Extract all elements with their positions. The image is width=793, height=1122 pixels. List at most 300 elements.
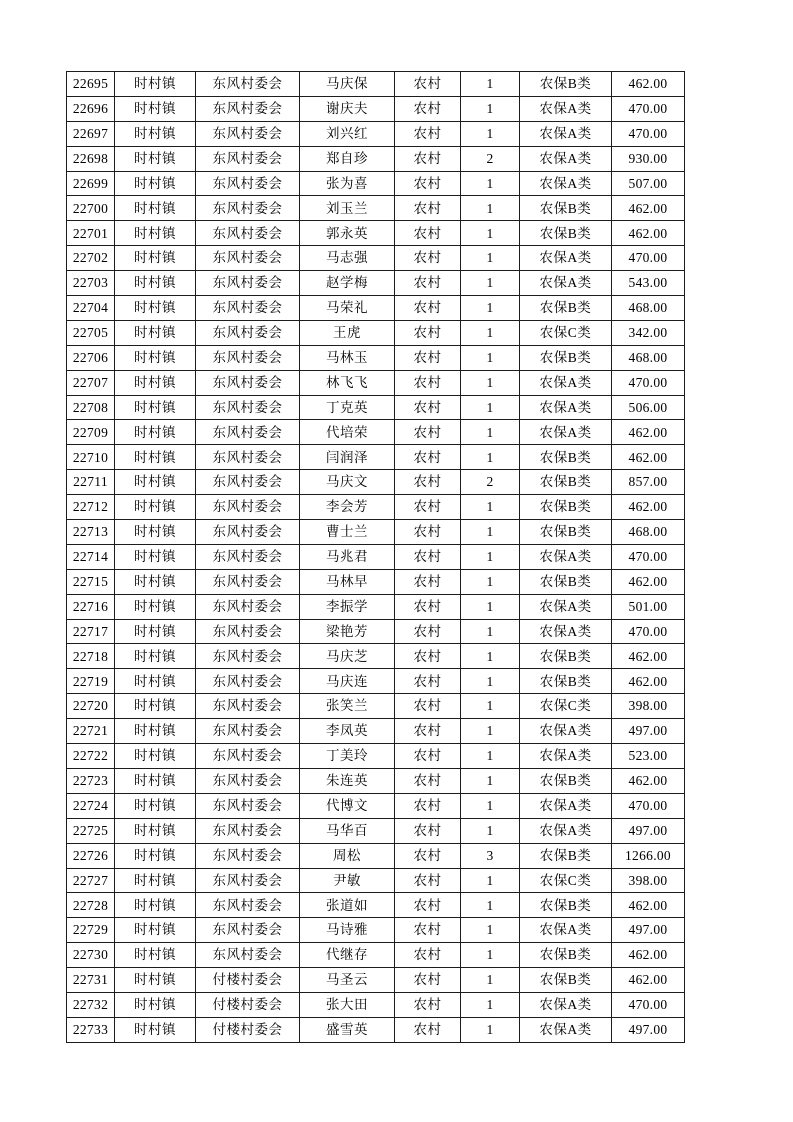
cell-amount: 470.00: [612, 544, 685, 569]
cell-village: 东风村委会: [196, 744, 300, 769]
cell-count: 1: [461, 744, 520, 769]
cell-residence: 农村: [395, 495, 461, 520]
cell-count: 2: [461, 470, 520, 495]
cell-amount: 470.00: [612, 992, 685, 1017]
cell-count: 1: [461, 719, 520, 744]
cell-amount: 470.00: [612, 121, 685, 146]
cell-count: 1: [461, 619, 520, 644]
cell-village: 东风村委会: [196, 420, 300, 445]
cell-serial: 22721: [67, 719, 115, 744]
cell-category: 农保B类: [520, 72, 612, 97]
table-row: [67, 719, 685, 744]
cell-village: 东风村委会: [196, 495, 300, 520]
cell-town: 时村镇: [115, 768, 196, 793]
cell-village: 东风村委会: [196, 918, 300, 943]
cell-person: 张大田: [300, 992, 395, 1017]
cell-residence: 农村: [395, 121, 461, 146]
cell-serial: 22703: [67, 271, 115, 296]
table-row: [67, 320, 685, 345]
cell-residence: 农村: [395, 619, 461, 644]
cell-town: 时村镇: [115, 893, 196, 918]
cell-count: 1: [461, 445, 520, 470]
cell-count: 1: [461, 1017, 520, 1042]
cell-person: 马诗雅: [300, 918, 395, 943]
cell-serial: 22720: [67, 694, 115, 719]
cell-village: 东风村委会: [196, 345, 300, 370]
cell-village: 东风村委会: [196, 370, 300, 395]
cell-count: 1: [461, 520, 520, 545]
cell-count: 1: [461, 395, 520, 420]
cell-amount: 857.00: [612, 470, 685, 495]
cell-town: 时村镇: [115, 968, 196, 993]
cell-count: 1: [461, 296, 520, 321]
cell-amount: 462.00: [612, 196, 685, 221]
cell-amount: 497.00: [612, 818, 685, 843]
cell-serial: 22701: [67, 221, 115, 246]
table-row: [67, 793, 685, 818]
cell-town: 时村镇: [115, 470, 196, 495]
cell-count: 1: [461, 943, 520, 968]
cell-amount: 470.00: [612, 246, 685, 271]
cell-person: 马华百: [300, 818, 395, 843]
cell-person: 李凤英: [300, 719, 395, 744]
cell-village: 东风村委会: [196, 395, 300, 420]
cell-amount: 543.00: [612, 271, 685, 296]
cell-person: 代博文: [300, 793, 395, 818]
cell-amount: 523.00: [612, 744, 685, 769]
cell-town: 时村镇: [115, 96, 196, 121]
cell-serial: 22716: [67, 594, 115, 619]
cell-person: 刘兴红: [300, 121, 395, 146]
table-row: [67, 221, 685, 246]
cell-town: 时村镇: [115, 719, 196, 744]
cell-amount: 342.00: [612, 320, 685, 345]
cell-person: 闫润泽: [300, 445, 395, 470]
table-row: [67, 345, 685, 370]
cell-residence: 农村: [395, 669, 461, 694]
cell-town: 时村镇: [115, 296, 196, 321]
cell-count: 1: [461, 694, 520, 719]
cell-serial: 22717: [67, 619, 115, 644]
table-row: [67, 520, 685, 545]
table-row: [67, 544, 685, 569]
cell-category: 农保A类: [520, 395, 612, 420]
cell-town: 时村镇: [115, 793, 196, 818]
cell-count: 3: [461, 843, 520, 868]
cell-amount: 462.00: [612, 768, 685, 793]
cell-person: 赵学梅: [300, 271, 395, 296]
cell-category: 农保B类: [520, 221, 612, 246]
cell-amount: 462.00: [612, 968, 685, 993]
cell-count: 1: [461, 171, 520, 196]
records-table-body: [67, 72, 685, 1043]
cell-person: 张为喜: [300, 171, 395, 196]
cell-town: 时村镇: [115, 370, 196, 395]
cell-person: 张道如: [300, 893, 395, 918]
cell-serial: 22722: [67, 744, 115, 769]
cell-village: 东风村委会: [196, 669, 300, 694]
cell-village: 东风村委会: [196, 196, 300, 221]
cell-category: 农保A类: [520, 594, 612, 619]
cell-count: 1: [461, 271, 520, 296]
cell-residence: 农村: [395, 370, 461, 395]
cell-category: 农保A类: [520, 992, 612, 1017]
cell-serial: 22710: [67, 445, 115, 470]
cell-person: 郭永英: [300, 221, 395, 246]
cell-count: 1: [461, 768, 520, 793]
cell-category: 农保C类: [520, 320, 612, 345]
table-row: [67, 918, 685, 943]
cell-village: 付楼村委会: [196, 992, 300, 1017]
cell-residence: 农村: [395, 843, 461, 868]
cell-residence: 农村: [395, 146, 461, 171]
cell-residence: 农村: [395, 918, 461, 943]
cell-person: 刘玉兰: [300, 196, 395, 221]
cell-category: 农保B类: [520, 495, 612, 520]
table-row: [67, 868, 685, 893]
cell-count: 1: [461, 569, 520, 594]
cell-category: 农保A类: [520, 121, 612, 146]
cell-village: 东风村委会: [196, 843, 300, 868]
cell-serial: 22725: [67, 818, 115, 843]
cell-village: 东风村委会: [196, 868, 300, 893]
cell-amount: 462.00: [612, 495, 685, 520]
cell-amount: 398.00: [612, 694, 685, 719]
cell-serial: 22724: [67, 793, 115, 818]
cell-category: 农保A类: [520, 793, 612, 818]
cell-town: 时村镇: [115, 246, 196, 271]
table-row: [67, 569, 685, 594]
cell-village: 东风村委会: [196, 544, 300, 569]
cell-serial: 22700: [67, 196, 115, 221]
cell-amount: 468.00: [612, 520, 685, 545]
cell-category: 农保A类: [520, 619, 612, 644]
cell-village: 东风村委会: [196, 594, 300, 619]
table-row: [67, 72, 685, 97]
cell-serial: 22715: [67, 569, 115, 594]
cell-count: 1: [461, 669, 520, 694]
table-row: [67, 893, 685, 918]
cell-serial: 22709: [67, 420, 115, 445]
table-row: [67, 246, 685, 271]
cell-town: 时村镇: [115, 320, 196, 345]
cell-town: 时村镇: [115, 146, 196, 171]
cell-residence: 农村: [395, 420, 461, 445]
cell-amount: 468.00: [612, 345, 685, 370]
cell-serial: 22698: [67, 146, 115, 171]
cell-town: 时村镇: [115, 744, 196, 769]
cell-town: 时村镇: [115, 992, 196, 1017]
cell-residence: 农村: [395, 246, 461, 271]
cell-village: 东风村委会: [196, 793, 300, 818]
cell-category: 农保B类: [520, 768, 612, 793]
cell-person: 马庆保: [300, 72, 395, 97]
cell-category: 农保B类: [520, 893, 612, 918]
cell-category: 农保A类: [520, 719, 612, 744]
table-row: [67, 420, 685, 445]
cell-count: 1: [461, 121, 520, 146]
cell-residence: 农村: [395, 719, 461, 744]
cell-serial: 22728: [67, 893, 115, 918]
cell-amount: 462.00: [612, 445, 685, 470]
cell-residence: 农村: [395, 644, 461, 669]
table-row: [67, 619, 685, 644]
table-row: [67, 694, 685, 719]
cell-town: 时村镇: [115, 520, 196, 545]
cell-person: 朱连英: [300, 768, 395, 793]
cell-serial: 22704: [67, 296, 115, 321]
cell-category: 农保A类: [520, 271, 612, 296]
cell-serial: 22712: [67, 495, 115, 520]
cell-amount: 462.00: [612, 221, 685, 246]
cell-serial: 22706: [67, 345, 115, 370]
cell-amount: 462.00: [612, 72, 685, 97]
cell-person: 尹敏: [300, 868, 395, 893]
table-row: [67, 644, 685, 669]
cell-amount: 398.00: [612, 868, 685, 893]
table-row: [67, 395, 685, 420]
cell-village: 东风村委会: [196, 943, 300, 968]
cell-village: 东风村委会: [196, 320, 300, 345]
cell-village: 东风村委会: [196, 445, 300, 470]
table-row: [67, 470, 685, 495]
cell-town: 时村镇: [115, 445, 196, 470]
cell-residence: 农村: [395, 768, 461, 793]
cell-residence: 农村: [395, 395, 461, 420]
cell-residence: 农村: [395, 744, 461, 769]
cell-person: 代培荣: [300, 420, 395, 445]
cell-serial: 22697: [67, 121, 115, 146]
cell-person: 马志强: [300, 246, 395, 271]
cell-village: 东风村委会: [196, 72, 300, 97]
cell-person: 马兆君: [300, 544, 395, 569]
cell-town: 时村镇: [115, 72, 196, 97]
cell-person: 盛雪英: [300, 1017, 395, 1042]
cell-amount: 470.00: [612, 619, 685, 644]
cell-serial: 22729: [67, 918, 115, 943]
cell-category: 农保B类: [520, 968, 612, 993]
cell-count: 1: [461, 918, 520, 943]
cell-person: 代继存: [300, 943, 395, 968]
cell-amount: 497.00: [612, 918, 685, 943]
cell-residence: 农村: [395, 793, 461, 818]
cell-count: 1: [461, 868, 520, 893]
cell-town: 时村镇: [115, 420, 196, 445]
table-row: [67, 943, 685, 968]
cell-village: 东风村委会: [196, 296, 300, 321]
cell-village: 东风村委会: [196, 818, 300, 843]
cell-category: 农保B类: [520, 569, 612, 594]
cell-category: 农保A类: [520, 420, 612, 445]
cell-residence: 农村: [395, 345, 461, 370]
cell-count: 1: [461, 420, 520, 445]
cell-category: 农保B类: [520, 445, 612, 470]
cell-category: 农保A类: [520, 370, 612, 395]
cell-village: 东风村委会: [196, 246, 300, 271]
cell-category: 农保A类: [520, 96, 612, 121]
cell-category: 农保B类: [520, 296, 612, 321]
cell-village: 付楼村委会: [196, 1017, 300, 1042]
cell-residence: 农村: [395, 520, 461, 545]
cell-count: 1: [461, 544, 520, 569]
cell-town: 时村镇: [115, 644, 196, 669]
cell-count: 1: [461, 968, 520, 993]
cell-serial: 22730: [67, 943, 115, 968]
cell-amount: 470.00: [612, 370, 685, 395]
cell-town: 时村镇: [115, 918, 196, 943]
cell-residence: 农村: [395, 296, 461, 321]
cell-serial: 22707: [67, 370, 115, 395]
cell-person: 谢庆夫: [300, 96, 395, 121]
cell-person: 李会芳: [300, 495, 395, 520]
cell-count: 1: [461, 370, 520, 395]
cell-town: 时村镇: [115, 943, 196, 968]
cell-town: 时村镇: [115, 818, 196, 843]
cell-serial: 22695: [67, 72, 115, 97]
cell-person: 张笑兰: [300, 694, 395, 719]
cell-village: 东风村委会: [196, 619, 300, 644]
cell-amount: 1266.00: [612, 843, 685, 868]
cell-town: 时村镇: [115, 694, 196, 719]
cell-category: 农保B类: [520, 345, 612, 370]
cell-category: 农保B类: [520, 520, 612, 545]
cell-category: 农保B类: [520, 470, 612, 495]
cell-village: 东风村委会: [196, 644, 300, 669]
cell-town: 时村镇: [115, 221, 196, 246]
table-row: [67, 843, 685, 868]
cell-person: 周松: [300, 843, 395, 868]
cell-amount: 468.00: [612, 296, 685, 321]
cell-serial: 22705: [67, 320, 115, 345]
cell-town: 时村镇: [115, 345, 196, 370]
cell-town: 时村镇: [115, 669, 196, 694]
cell-category: 农保B类: [520, 843, 612, 868]
cell-count: 1: [461, 96, 520, 121]
cell-village: 东风村委会: [196, 271, 300, 296]
cell-category: 农保B类: [520, 669, 612, 694]
cell-serial: 22714: [67, 544, 115, 569]
cell-serial: 22732: [67, 992, 115, 1017]
cell-count: 1: [461, 196, 520, 221]
cell-person: 马林早: [300, 569, 395, 594]
cell-serial: 22711: [67, 470, 115, 495]
cell-serial: 22708: [67, 395, 115, 420]
cell-serial: 22713: [67, 520, 115, 545]
cell-category: 农保C类: [520, 868, 612, 893]
cell-residence: 农村: [395, 868, 461, 893]
cell-count: 1: [461, 793, 520, 818]
cell-residence: 农村: [395, 96, 461, 121]
table-row: [67, 495, 685, 520]
cell-town: 时村镇: [115, 569, 196, 594]
cell-category: 农保A类: [520, 544, 612, 569]
cell-residence: 农村: [395, 569, 461, 594]
table-row: [67, 146, 685, 171]
table-row: [67, 296, 685, 321]
cell-town: 时村镇: [115, 594, 196, 619]
table-row: [67, 271, 685, 296]
cell-person: 马庆文: [300, 470, 395, 495]
cell-amount: 462.00: [612, 669, 685, 694]
cell-person: 马庆连: [300, 669, 395, 694]
cell-person: 马庆芝: [300, 644, 395, 669]
table-row: [67, 594, 685, 619]
cell-village: 付楼村委会: [196, 968, 300, 993]
cell-amount: 462.00: [612, 569, 685, 594]
cell-residence: 农村: [395, 818, 461, 843]
cell-amount: 501.00: [612, 594, 685, 619]
cell-count: 1: [461, 644, 520, 669]
cell-residence: 农村: [395, 893, 461, 918]
cell-category: 农保C类: [520, 694, 612, 719]
cell-person: 马荣礼: [300, 296, 395, 321]
cell-town: 时村镇: [115, 1017, 196, 1042]
table-row: [67, 768, 685, 793]
cell-residence: 农村: [395, 320, 461, 345]
cell-count: 1: [461, 992, 520, 1017]
table-row: [67, 121, 685, 146]
cell-residence: 农村: [395, 1017, 461, 1042]
cell-person: 林飞飞: [300, 370, 395, 395]
cell-village: 东风村委会: [196, 96, 300, 121]
cell-amount: 470.00: [612, 793, 685, 818]
cell-person: 马林玉: [300, 345, 395, 370]
cell-residence: 农村: [395, 271, 461, 296]
table-row: [67, 171, 685, 196]
cell-category: 农保A类: [520, 146, 612, 171]
cell-count: 1: [461, 246, 520, 271]
cell-town: 时村镇: [115, 495, 196, 520]
cell-amount: 462.00: [612, 943, 685, 968]
cell-category: 农保B类: [520, 644, 612, 669]
cell-category: 农保A类: [520, 246, 612, 271]
cell-village: 东风村委会: [196, 171, 300, 196]
cell-residence: 农村: [395, 594, 461, 619]
table-row: [67, 669, 685, 694]
cell-count: 1: [461, 72, 520, 97]
cell-amount: 462.00: [612, 644, 685, 669]
cell-town: 时村镇: [115, 171, 196, 196]
cell-village: 东风村委会: [196, 121, 300, 146]
cell-village: 东风村委会: [196, 520, 300, 545]
cell-village: 东风村委会: [196, 146, 300, 171]
cell-village: 东风村委会: [196, 569, 300, 594]
cell-town: 时村镇: [115, 843, 196, 868]
cell-person: 丁克英: [300, 395, 395, 420]
cell-category: 农保B类: [520, 943, 612, 968]
table-row: [67, 992, 685, 1017]
table-row: [67, 96, 685, 121]
cell-category: 农保A类: [520, 171, 612, 196]
cell-amount: 930.00: [612, 146, 685, 171]
cell-town: 时村镇: [115, 619, 196, 644]
cell-amount: 506.00: [612, 395, 685, 420]
cell-residence: 农村: [395, 544, 461, 569]
cell-person: 马圣云: [300, 968, 395, 993]
cell-person: 曹士兰: [300, 520, 395, 545]
cell-serial: 22731: [67, 968, 115, 993]
cell-serial: 22733: [67, 1017, 115, 1042]
table-row: [67, 445, 685, 470]
cell-count: 1: [461, 320, 520, 345]
cell-count: 1: [461, 818, 520, 843]
cell-residence: 农村: [395, 221, 461, 246]
cell-person: 李振学: [300, 594, 395, 619]
cell-residence: 农村: [395, 470, 461, 495]
cell-residence: 农村: [395, 992, 461, 1017]
table-row: [67, 1017, 685, 1042]
cell-serial: 22723: [67, 768, 115, 793]
